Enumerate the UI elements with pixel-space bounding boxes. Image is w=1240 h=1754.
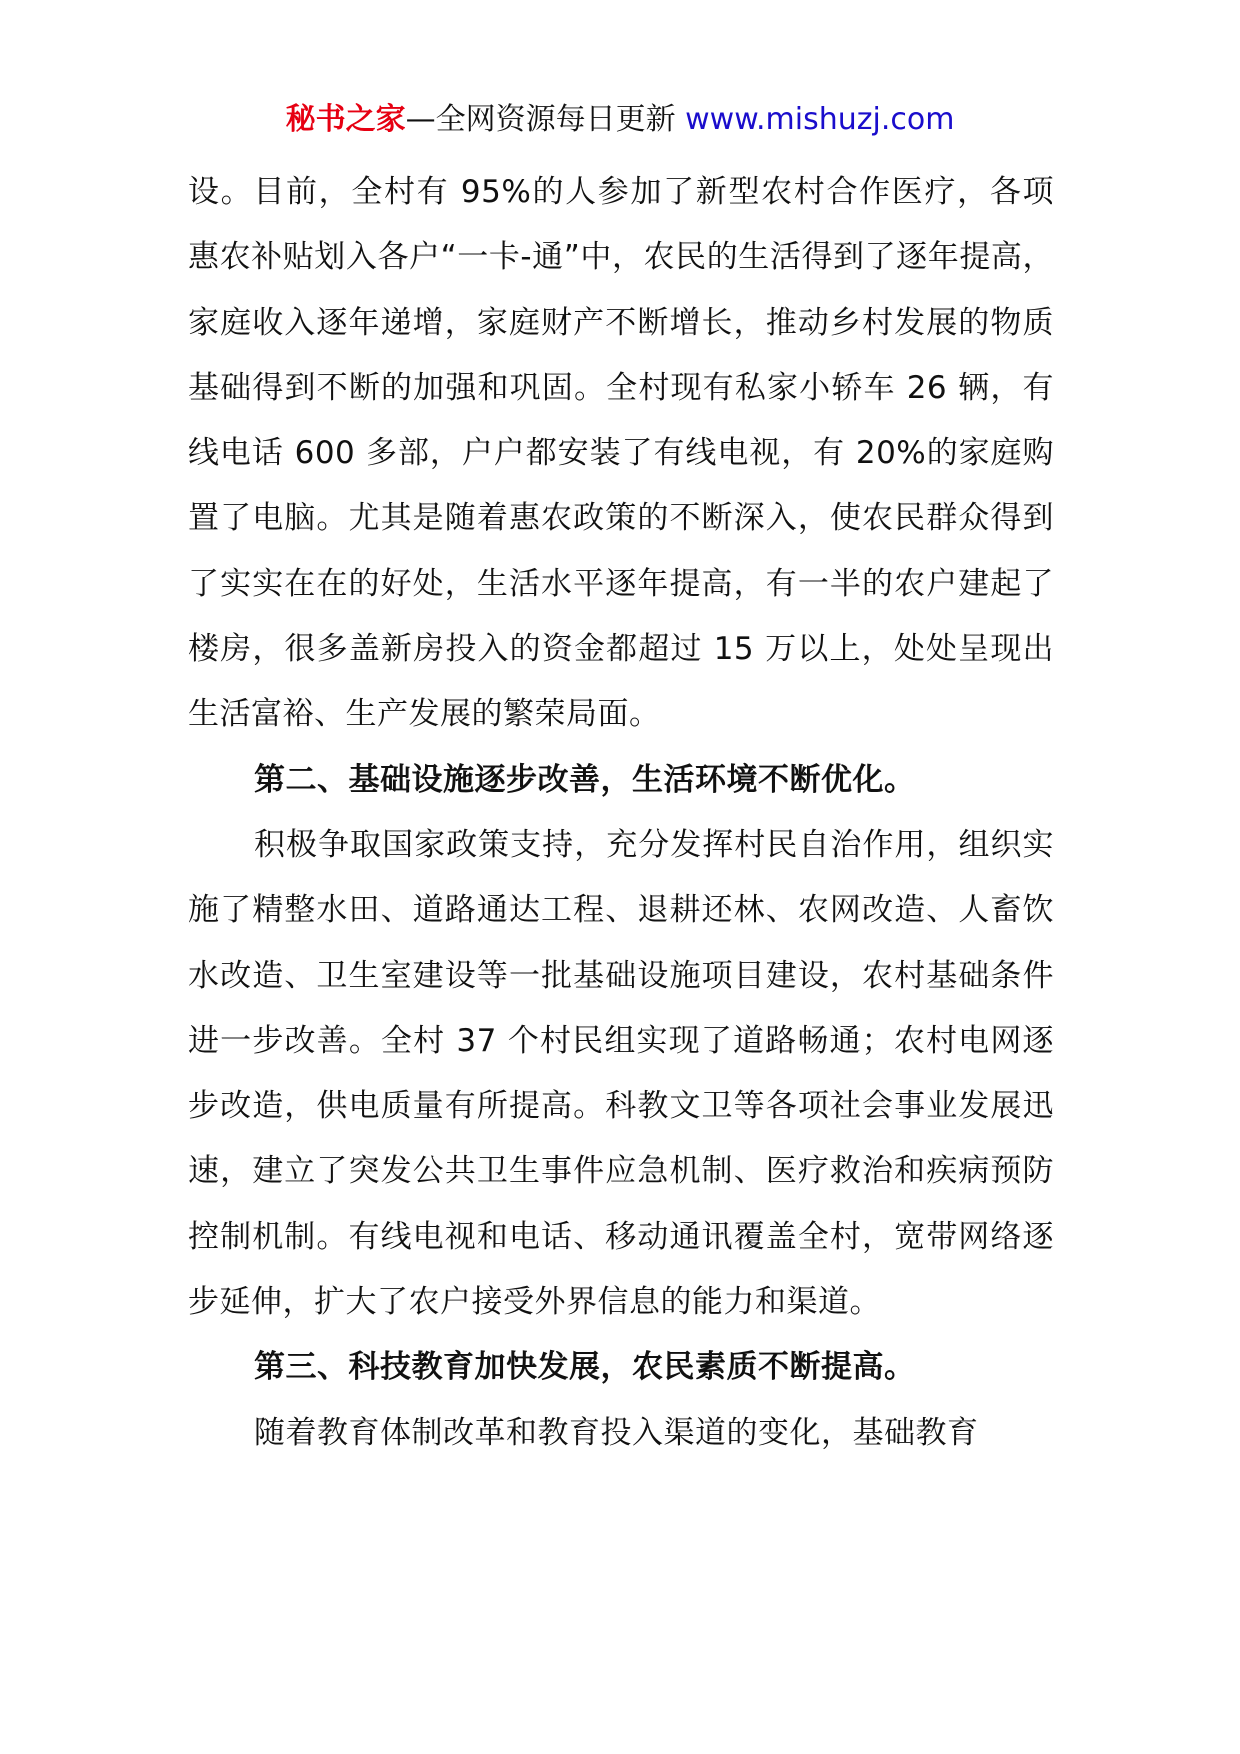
paragraph-education: 随着教育体制改革和教育投入渠道的变化，基础教育 [254,1414,979,1451]
site-url-link[interactable]: www.mishuzj.com [685,102,955,137]
section-heading-3: 第三、科技教育加快发展，农民素质不断提高。 [254,1349,916,1386]
site-brand: 秘书之家 [285,102,406,137]
section-heading-2: 第二、基础设施逐步改善，生活环境不断优化。 [254,761,916,798]
paragraph-continued: 设。目前，全村有 95%的人参加了新型农村合作医疗，各项惠农补贴划入各户“一卡-通”中，农民的生活得到了逐年提高，家庭收入逐年递增，家庭财产不断增长，推动乡村发展的物质基础得到不断的加强和巩固。全村现有私家小轿车 26 辆，有线电话 600 多部，户户都安装了有线电视，有 20%的家庭购置了电脑。尤其是随着惠农政策的不断深入，使农民群众得到了实实在在的好处，生活水平逐年提高，有一半的农户建起了楼房，很多盖新房投入的资金都超过 15 万以上，处处呈现出生活富裕、生产发展的繁荣局面。 [188,174,1054,733]
site-tagline: —全网资源每日更新 [405,102,676,137]
paragraph-infrastructure: 积极争取国家政策支持，充分发挥村民自治作用，组织实施了精整水田、道路通达工程、退耕还林、农网改造、人畜饮水改造、卫生室建设等一批基础设施项目建设，农村基础条件进一步改善。全村 37 个村民组实现了道路畅通；农村电网逐步改造，供电质量有所提高。科教文卫等各项社会事业发展迅速，建立了突发公共卫生事件应急机制、医疗救治和疾病预防控制机制。有线电视和电话、移动通讯覆盖全村，宽带网络逐步延伸，扩大了农户接受外界信息的能力和渠道。 [188,826,1054,1321]
document-body [188,160,1054,1466]
page-header [0,100,1240,140]
